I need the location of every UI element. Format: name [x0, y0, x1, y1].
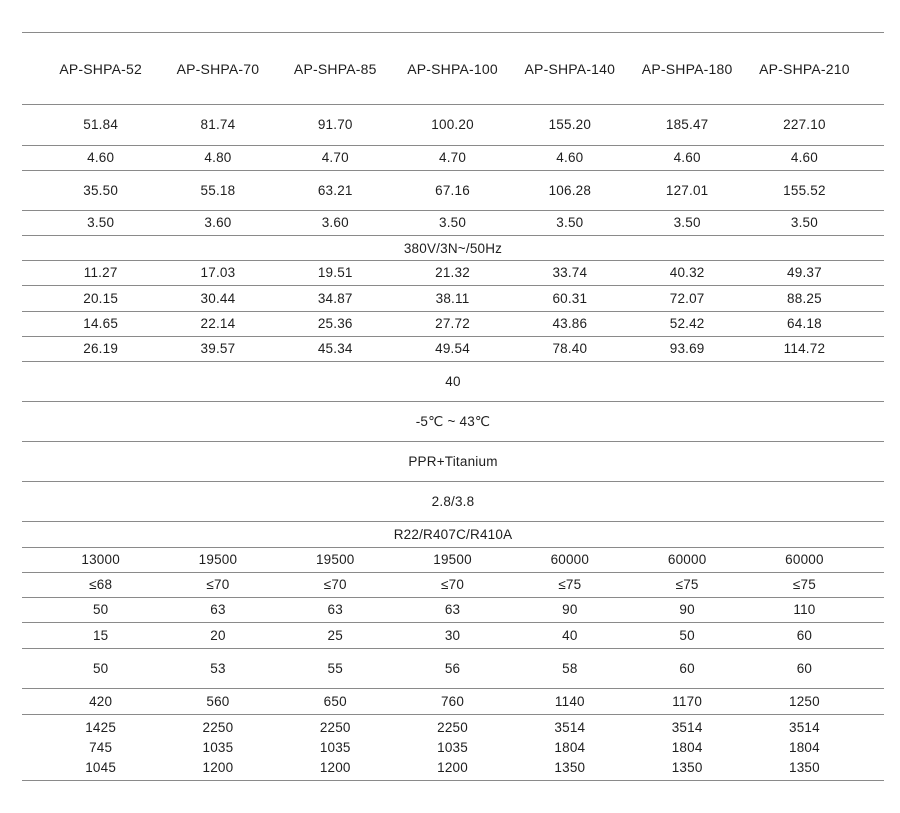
table-cell: 64.18	[787, 316, 822, 331]
width-value: 1804	[554, 739, 586, 755]
table-cell: 30	[444, 627, 461, 643]
merged-cell: 40	[445, 374, 461, 389]
table-cell: 26.19	[83, 341, 119, 356]
table-row	[22, 260, 884, 285]
table-cell: 4.70	[321, 150, 349, 165]
table-cell: 53	[210, 660, 226, 676]
height-value: 1200	[437, 759, 468, 775]
table-cell: ≤75	[792, 577, 816, 592]
height-value: 1200	[202, 759, 234, 775]
table-cell: 51.84	[83, 117, 119, 132]
table-cell: 420	[89, 693, 113, 709]
width-value: 1035	[319, 739, 351, 755]
table-cell: 49.54	[435, 341, 470, 356]
table-cell: 4.70	[439, 150, 467, 165]
height-value: 1200	[319, 759, 351, 775]
table-row-merged	[22, 521, 884, 547]
table-cell: 45.34	[317, 341, 353, 356]
length-value: 2250	[202, 719, 234, 735]
length-value: 3514	[789, 719, 820, 735]
table-cell: ≤75	[558, 577, 582, 592]
length-value: 2250	[437, 719, 468, 735]
table-cell: 60	[796, 627, 813, 643]
table-cell: 27.72	[435, 316, 470, 331]
table-cell: 155.20	[548, 117, 592, 132]
table-cell: 185.47	[665, 117, 709, 132]
table-cell: 60	[796, 660, 813, 676]
table-cell: 40.32	[669, 265, 705, 280]
table-cell: 3.50	[673, 215, 701, 230]
table-cell: 127.01	[665, 182, 709, 198]
table-cell: 30.44	[200, 290, 236, 306]
model-header-row	[22, 32, 884, 104]
table-cell: 3.50	[556, 215, 584, 230]
table-row-merged	[22, 481, 884, 521]
dimensions-cell	[746, 718, 863, 778]
table-cell: 60.31	[552, 290, 588, 306]
model-header: AP-SHPA-100	[407, 60, 498, 77]
table-cell: 25	[327, 627, 343, 643]
table-row	[22, 285, 884, 311]
table-cell: 22.14	[200, 316, 236, 331]
dimensions-cell	[159, 718, 276, 778]
table-cell: 3.50	[439, 215, 467, 230]
table-cell: 58	[562, 660, 578, 676]
model-header: AP-SHPA-52	[59, 60, 142, 77]
dimensions-cell	[394, 718, 511, 778]
table-row-merged	[22, 401, 884, 441]
table-cell: 52.42	[669, 316, 705, 331]
table-row	[22, 547, 884, 572]
table-cell: 49.37	[787, 265, 822, 280]
table-cell: ≤70	[206, 577, 230, 592]
table-cell: 760	[440, 693, 465, 709]
table-row	[22, 622, 884, 648]
table-cell: 93.69	[669, 341, 705, 356]
table-row-merged	[22, 361, 884, 401]
height-value: 1350	[554, 759, 586, 775]
table-cell: 4.60	[673, 150, 701, 165]
height-value: 1350	[671, 759, 703, 775]
merged-cell: R22/R407C/R410A	[393, 527, 513, 542]
table-cell: 3.50	[87, 215, 115, 230]
table-cell: 78.40	[552, 341, 588, 356]
table-row	[22, 688, 884, 714]
table-cell: 114.72	[783, 341, 826, 356]
table-cell: 40	[562, 627, 578, 643]
table-cell: 67.16	[435, 182, 470, 198]
table-cell: 4.60	[556, 150, 584, 165]
table-cell: 81.74	[200, 117, 236, 132]
length-value: 2250	[319, 719, 351, 735]
dimensions-cell	[42, 718, 159, 778]
table-cell: 560	[206, 693, 230, 709]
model-header: AP-SHPA-180	[641, 60, 733, 77]
table-row	[22, 648, 884, 688]
table-cell: 39.57	[200, 341, 236, 356]
table-row	[22, 170, 884, 210]
table-cell: 33.74	[552, 265, 588, 280]
table-cell: 21.32	[435, 265, 470, 280]
table-cell: 4.60	[790, 150, 818, 165]
table-cell: ≤75	[675, 577, 699, 592]
width-value: 1035	[202, 739, 234, 755]
table-cell: 110	[793, 602, 816, 617]
table-row	[22, 145, 884, 170]
table-cell: 19500	[315, 552, 355, 567]
width-value: 1804	[789, 739, 820, 755]
table-cell: 1170	[672, 693, 703, 709]
merged-cell: 380V/3N~/50Hz	[403, 240, 503, 256]
table-cell: 63	[210, 602, 226, 617]
merged-cell: PPR+Titanium	[408, 454, 498, 469]
table-cell: 19500	[198, 552, 238, 567]
dimensions-cell	[511, 718, 628, 778]
table-cell: 227.10	[783, 117, 826, 132]
dimensions-row	[22, 714, 884, 781]
table-cell: 60	[679, 660, 695, 676]
table-cell: 50	[92, 602, 109, 617]
table-cell: 34.87	[317, 290, 353, 306]
width-value: 745	[89, 739, 113, 755]
table-cell: 650	[323, 693, 347, 709]
table-row	[22, 104, 884, 145]
table-cell: 63.21	[317, 182, 353, 198]
table-cell: 60000	[667, 552, 707, 567]
table-cell: 100.20	[431, 117, 474, 132]
spec-table	[22, 32, 884, 781]
table-cell: 4.60	[87, 150, 115, 165]
table-cell: 1250	[789, 693, 820, 709]
table-cell: 1140	[554, 693, 585, 709]
table-cell: 19500	[433, 552, 472, 567]
table-cell: 106.28	[548, 182, 592, 198]
table-cell: 20.15	[83, 290, 119, 306]
table-cell: 13000	[81, 552, 120, 567]
table-cell: 15	[92, 627, 109, 643]
table-cell: 63	[444, 602, 461, 617]
table-cell: 3.50	[790, 215, 818, 230]
model-header: AP-SHPA-70	[176, 60, 260, 77]
table-cell: 63	[327, 602, 343, 617]
table-cell: 43.86	[552, 316, 588, 331]
table-cell: 56	[444, 660, 461, 676]
table-cell: 11.27	[83, 265, 118, 280]
model-header: AP-SHPA-85	[293, 60, 377, 77]
table-cell: 35.50	[83, 182, 119, 198]
length-value: 3514	[554, 719, 586, 735]
table-cell: 14.65	[83, 316, 119, 331]
table-cell: 20	[210, 627, 226, 643]
table-cell: 88.25	[787, 290, 822, 306]
table-row	[22, 597, 884, 622]
table-cell: ≤70	[441, 577, 465, 592]
table-row	[22, 311, 884, 336]
dimensions-cell	[277, 718, 394, 778]
table-cell: 3.60	[204, 215, 232, 230]
table-cell: 25.36	[317, 316, 353, 331]
table-row	[22, 336, 884, 361]
table-cell: 50	[679, 627, 695, 643]
table-cell: 60000	[785, 552, 824, 567]
length-value: 1425	[85, 719, 117, 735]
table-cell: ≤68	[89, 577, 113, 592]
table-row	[22, 572, 884, 597]
table-row-merged	[22, 441, 884, 481]
table-row-merged	[22, 235, 884, 260]
table-cell: 60000	[550, 552, 590, 567]
table-cell: 90	[679, 602, 695, 617]
table-cell: 90	[562, 602, 578, 617]
model-header: AP-SHPA-140	[524, 60, 616, 77]
table-cell: 91.70	[317, 117, 353, 132]
width-value: 1804	[671, 739, 703, 755]
table-cell: 38.11	[435, 290, 470, 306]
length-value: 3514	[671, 719, 703, 735]
height-value: 1350	[789, 759, 820, 775]
table-cell: 3.60	[321, 215, 349, 230]
table-cell: 155.52	[783, 182, 826, 198]
merged-cell: 2.8/3.8	[431, 494, 475, 509]
model-header: AP-SHPA-210	[759, 60, 850, 77]
table-cell: 19.51	[317, 265, 353, 280]
table-cell: 4.80	[204, 150, 232, 165]
table-cell: 17.03	[200, 265, 236, 280]
merged-cell: -5℃ ~ 43℃	[415, 413, 491, 429]
dimensions-cell	[628, 718, 745, 778]
width-value: 1035	[437, 739, 468, 755]
table-cell: 55	[327, 660, 343, 676]
table-row	[22, 210, 884, 235]
table-cell: 50	[92, 660, 109, 676]
table-cell: 55.18	[200, 182, 236, 198]
table-cell: 72.07	[669, 290, 705, 306]
table-cell: ≤70	[323, 577, 347, 592]
height-value: 1045	[85, 759, 117, 775]
